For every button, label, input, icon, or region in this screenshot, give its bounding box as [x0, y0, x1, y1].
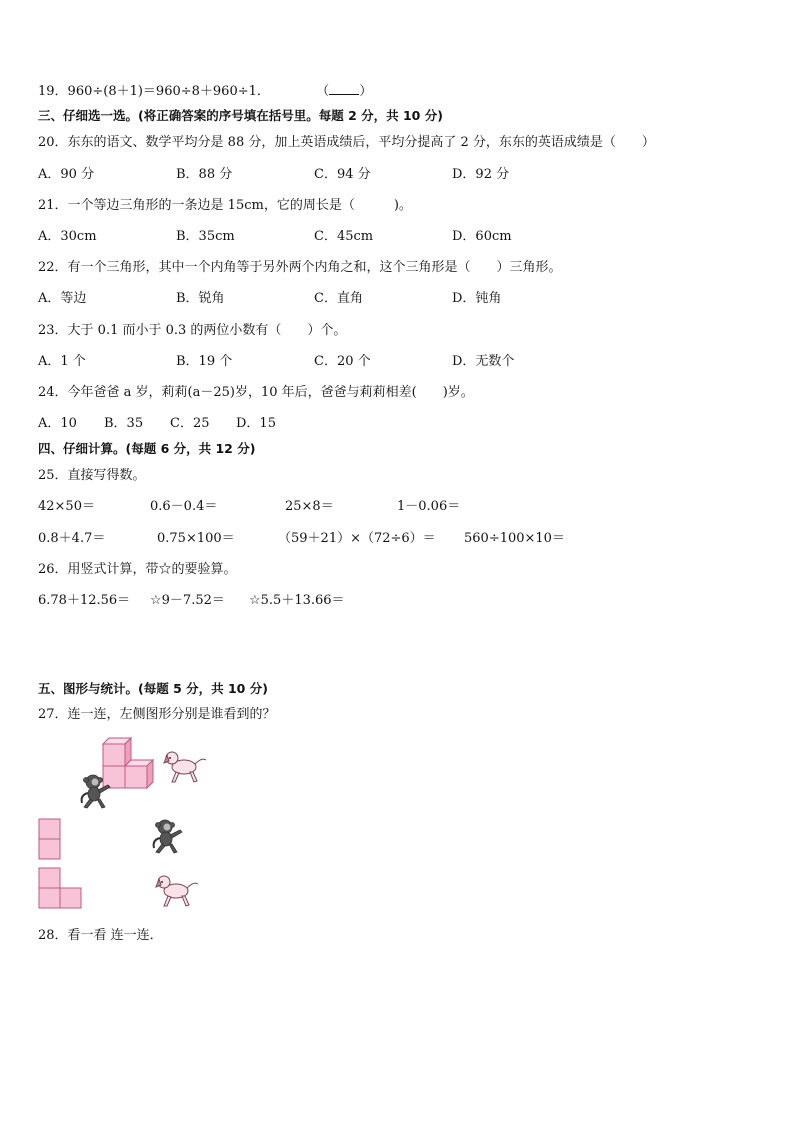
dog-icon [160, 749, 208, 785]
question-19 [38, 82, 372, 101]
q22-option-b[interactable]: B．锐角 [176, 291, 225, 306]
q21-option-d[interactable]: D．60cm [452, 229, 512, 244]
q22-option-a[interactable]: A．等边 [38, 291, 87, 306]
calc-item: 0.75×100＝ [157, 531, 235, 546]
vertical-calc-item: 6.78＋12.56＝ [38, 593, 131, 608]
q21-option-b[interactable]: B．35cm [176, 229, 235, 244]
q20-option-c[interactable]: C．94 分 [314, 167, 371, 182]
shape-view-2[interactable] [38, 867, 84, 911]
question-21-text: 21．一个等边三角形的一条边是 15cm，它的周长是（ )。 [38, 198, 412, 213]
q22-option-c[interactable]: C．直角 [314, 291, 363, 306]
q21-option-a[interactable]: A．30cm [38, 229, 97, 244]
question-26-text: 26．用竖式计算，带☆的要验算。 [38, 562, 237, 577]
section-5-title: 五、图形与统计。(每题 5 分，共 10 分) [38, 681, 268, 696]
question-23-text: 23．大于 0.1 而小于 0.3 的两位小数有（ ）个。 [38, 323, 347, 338]
shape-view-1[interactable] [38, 818, 62, 862]
q24-option-d[interactable]: D．15 [236, 416, 276, 431]
monkey-icon[interactable] [150, 818, 186, 856]
question-28-text: 28．看一看 连一连． [38, 928, 163, 943]
vertical-calc-item: ☆9－7.52＝ [150, 593, 225, 608]
q21-option-c[interactable]: C．45cm [314, 229, 374, 244]
calc-item: （59＋21）×（72÷6）＝ [278, 531, 436, 546]
q24-option-a[interactable]: A．10 [38, 416, 77, 431]
answer-paren-close: ） [359, 84, 373, 99]
answer-blank[interactable] [329, 82, 359, 95]
section-3-title: 三、仔细选一选。(将正确答案的序号填在括号里。每题 2 分，共 10 分) [38, 108, 443, 123]
q20-option-b[interactable]: B．88 分 [176, 167, 233, 182]
question-25-text: 25．直接写得数。 [38, 468, 146, 483]
calc-item: 560÷100×10＝ [464, 531, 565, 546]
q23-option-a[interactable]: A．1 个 [38, 354, 86, 369]
calc-item: 1－0.06＝ [397, 499, 461, 514]
q24-option-b[interactable]: B．35 [104, 416, 144, 431]
question-22-text: 22．有一个三角形，其中一个内角等于另外两个内角之和，这个三角形是（ ）三角形。 [38, 260, 562, 275]
monkey-icon [78, 773, 114, 811]
q22-option-d[interactable]: D．钝角 [452, 291, 502, 306]
calc-item: 0.8＋4.7＝ [38, 531, 106, 546]
section-4-title: 四、仔细计算。(每题 6 分，共 12 分) [38, 441, 256, 456]
calc-item: 42×50＝ [38, 499, 95, 514]
question-20-text: 20．东东的语文、数学平均分是 88 分，加上英语成绩后，平均分提高了 2 分，东东的英语成绩是（ ） [38, 135, 655, 150]
q24-option-c[interactable]: C．25 [170, 416, 210, 431]
q23-option-d[interactable]: D．无数个 [452, 354, 515, 369]
q20-option-d[interactable]: D．92 分 [452, 167, 510, 182]
question-27-text: 27．连一连，左侧图形分别是谁看到的？ [38, 707, 276, 722]
calc-item: 0.6－0.4＝ [150, 499, 218, 514]
dog-icon[interactable] [152, 873, 200, 909]
q23-option-b[interactable]: B．19 个 [176, 354, 233, 369]
answer-paren-open: （ [316, 84, 330, 99]
question-24-text: 24．今年爸爸 a 岁，莉莉(a－25)岁，10 年后，爸爸与莉莉相差( )岁。 [38, 385, 474, 400]
question-19-text: 19．960÷(8＋1)＝960÷8＋960÷1． [38, 84, 270, 99]
q23-option-c[interactable]: C．20 个 [314, 354, 371, 369]
calc-item: 25×8＝ [285, 499, 334, 514]
q20-option-a[interactable]: A．90 分 [38, 167, 95, 182]
vertical-calc-item: ☆5.5＋13.66＝ [249, 593, 345, 608]
